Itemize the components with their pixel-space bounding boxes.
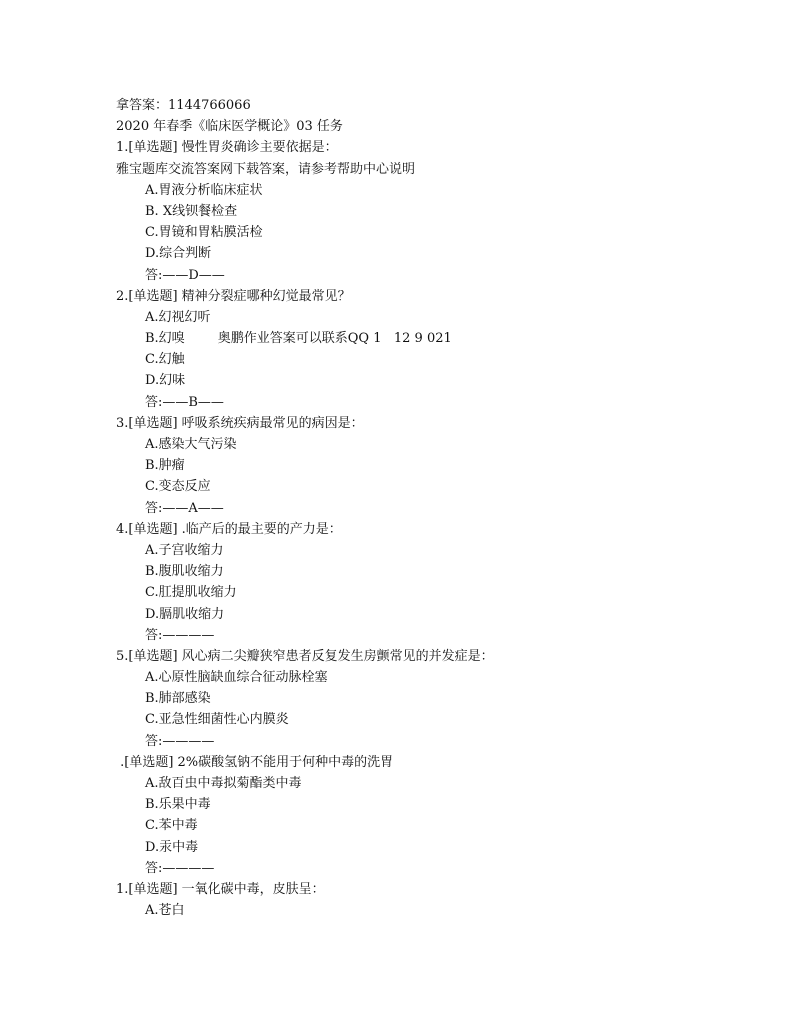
answer-option: A.子宫收缩力 — [145, 542, 224, 558]
question-block — [116, 137, 756, 285]
answer-option: B.腹肌收缩力 — [145, 564, 224, 580]
answer-option: C.亚急性细菌性心内膜炎 — [145, 712, 289, 728]
question-list — [116, 137, 756, 921]
answer-option: B.肺部感染 — [145, 691, 211, 707]
answer-option: A.胃液分析临床症状 — [145, 182, 263, 198]
question-stem: .[单选题] 2%碳酸氢钠不能用于何种中毒的洗胃 — [116, 754, 394, 770]
answer-key: 答:——D—— — [145, 267, 225, 283]
answer-option: C.变态反应 — [145, 479, 211, 495]
answer-key: 答:——B—— — [145, 394, 224, 410]
answer-key: 答:———— — [145, 733, 215, 749]
answer-option: B. X线钡餐检查 — [145, 203, 238, 219]
question-block — [116, 413, 756, 519]
document-body — [116, 95, 756, 921]
question-stem: 2.[单选题] 精神分裂症哪种幻觉最常见？ — [116, 288, 351, 304]
question-block — [116, 519, 756, 646]
answer-option: B.乐果中毒 — [145, 797, 211, 813]
document-title: 2020 年春季《临床医学概论》03 任务 — [116, 119, 343, 135]
answer-option: C.肛提肌收缩力 — [145, 585, 237, 601]
answer-option: A.感染大气污染 — [145, 437, 237, 452]
answer-option: C.苯中毒 — [145, 818, 198, 834]
answer-key: 答:——A—— — [145, 500, 224, 516]
answer-key: 答:———— — [145, 860, 215, 876]
contact-line: 拿答案：1144766066 — [116, 98, 251, 113]
answer-option: C.幻触 — [145, 352, 185, 368]
question-stem: 3.[单选题] 呼吸系统疾病最常见的病因是： — [116, 415, 364, 431]
question-block — [116, 752, 756, 879]
question-stem: 1.[单选题] 慢性胃炎确诊主要依据是： — [116, 140, 338, 156]
question-block — [116, 879, 756, 921]
question-block — [116, 646, 756, 752]
answer-option: D.幻味 — [145, 373, 186, 389]
question-stem: 1.[单选题] 一氧化碳中毒，皮肤呈： — [116, 881, 325, 897]
answer-option: A.苍白 — [145, 903, 185, 919]
answer-option: A.敌百虫中毒拟菊酯类中毒 — [145, 776, 302, 791]
answer-option: B.肿瘤 — [145, 458, 185, 474]
question-note: 雅宝题库交流答案网下载答案，请参考帮助中心说明 — [116, 161, 416, 177]
answer-option: A.心原性脑缺血综合征动脉栓塞 — [145, 670, 328, 686]
question-block — [116, 286, 756, 413]
answer-option: D.膈肌收缩力 — [145, 606, 225, 622]
answer-option: B.幻嗅 奥鹏作业答案可以联系QQ 1 12 9 021 — [145, 331, 452, 347]
answer-option: C.胃镜和胃粘膜活检 — [145, 225, 263, 241]
question-stem: 4.[单选题] .临产后的最主要的产力是： — [116, 521, 342, 537]
answer-option: D.综合判断 — [145, 246, 212, 262]
document-header — [116, 95, 756, 137]
question-stem: 5.[单选题] 风心病二尖瓣狭窄患者反复发生房颤常见的并发症是： — [116, 648, 494, 664]
answer-key: 答:———— — [145, 627, 215, 643]
answer-option: A.幻视幻听 — [145, 309, 211, 325]
answer-option: D.汞中毒 — [145, 839, 199, 855]
